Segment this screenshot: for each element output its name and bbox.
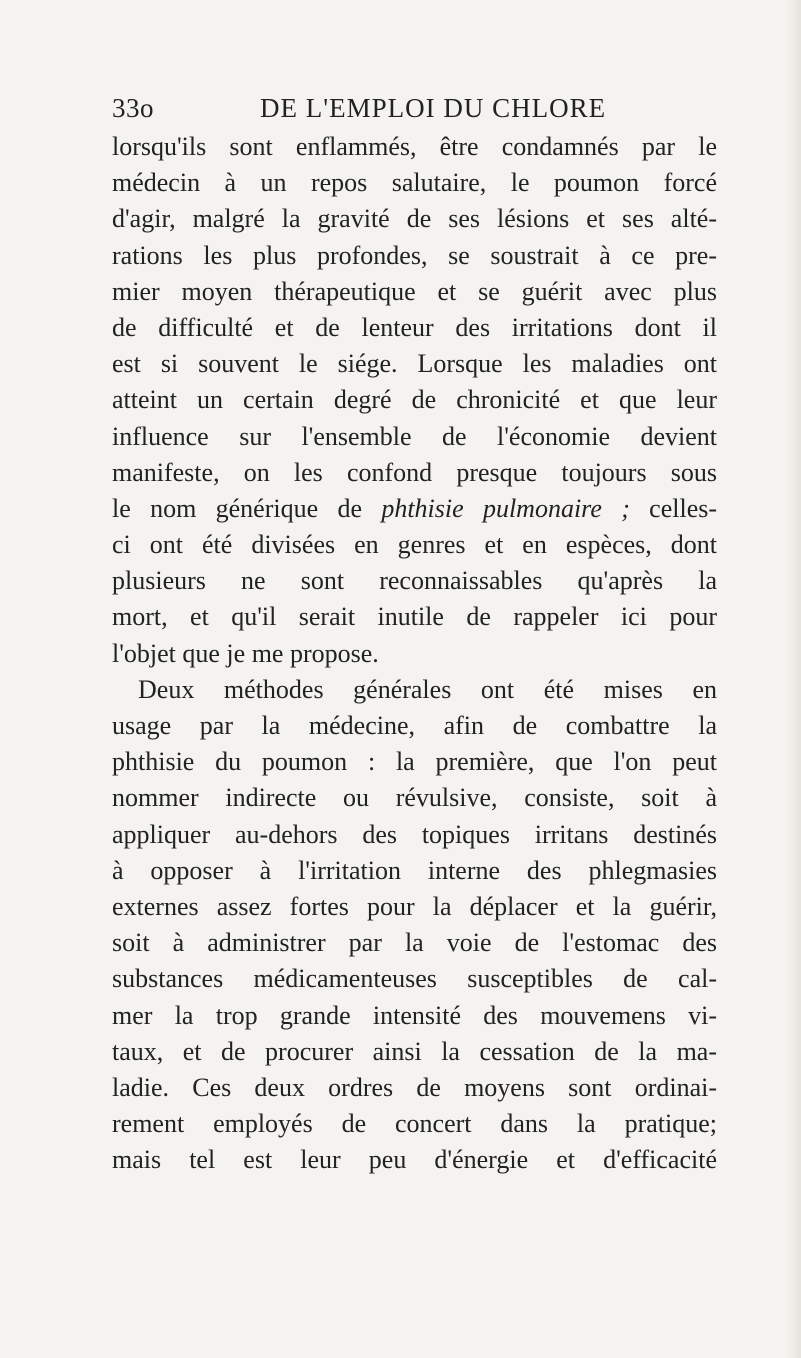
text-line: externes assez fortes pour la déplacer et la guérir, [112,891,717,921]
text-line: mer la trop grande intensité des mouvemens vi- [112,1000,717,1030]
text-line: soit à administrer par la voie de l'estomac des [112,928,717,958]
text-line: mort, et qu'il serait inutile de rappeler ici pour [112,602,717,632]
text-segment: celles- [629,493,718,523]
running-title: DE L'EMPLOI DU CHLORE [260,93,607,123]
text-line: plusieurs ne sont reconnaissables qu'après la [112,566,717,596]
text-line: à opposer à l'irritation interne des phlegmasies [112,855,717,885]
page-edge-shadow [787,0,801,1358]
paragraph-start-line: Deux méthodes générales ont été mises en [138,674,717,704]
text-line: d'agir, malgré la gravité de ses lésions et ses alté- [112,204,717,234]
text-line: ci ont été divisées en genres et en espèces, dont [112,530,717,560]
text-line: manifeste, on les confond presque toujours sous [112,457,717,487]
text-segment: le nom générique de [112,493,382,523]
text-line: l'objet que je me propose. [112,638,379,668]
text-line: usage par la médecine, afin de combattre la [112,711,717,740]
page-number: 33o [112,93,154,123]
italic-term: phthisie pulmonaire ; [381,493,630,523]
text-line: rement employés de concert dans la pratique; [112,1109,717,1139]
text-line: médecin à un repos salutaire, le poumon forcé [112,168,717,198]
text-line: substances médicamenteuses susceptibles de cal- [112,964,717,994]
text-line: lorsqu'ils sont enflammés, être condamnés par le [112,132,717,161]
text-line: mais tel est leur peu d'énergie et d'efficacité [112,1145,717,1175]
running-head [112,93,712,133]
text-line: mier moyen thérapeutique et se guérit avec plus [112,276,717,306]
text-line: de difficulté et de lenteur des irritations dont il [112,312,717,342]
text-line: phthisie du poumon : la première, que l'on peut [112,747,717,777]
text-line: influence sur l'ensemble de l'économie devient [112,421,717,451]
text-line: appliquer au-dehors des topiques irritans destinés [112,819,717,849]
text-line: ladie. Ces deux ordres de moyens sont ordinai- [112,1072,717,1102]
text-line: est si souvent le siége. Lorsque les maladies ont [112,349,717,379]
text-line: rations les plus profondes, se soustrait à ce pre- [112,240,717,270]
text-line: nommer indirecte ou révulsive, consiste, soit à [112,783,717,813]
text-line: taux, et de procurer ainsi la cessation de la ma- [112,1036,717,1066]
text-line-with-italic [112,491,717,527]
text-line: atteint un certain degré de chronicité et que leur [112,385,717,415]
body-text [112,129,717,1178]
